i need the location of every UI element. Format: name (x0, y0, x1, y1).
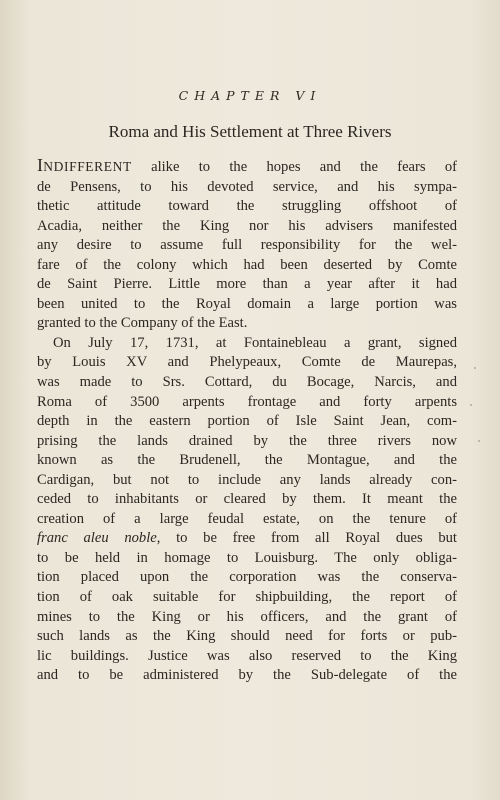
text-line: was made to Srs. Cottard, du Bocage, Narcis, and (37, 374, 457, 391)
line-text: , to be free from all Royal dues but (156, 530, 457, 547)
text-line: Roma of 3500 arpents frontage and forty arpents (37, 393, 457, 410)
text-line: de Saint Pierre. Little more than a year after it had (37, 276, 457, 293)
text-line: such lands as the King should need for forts or pub- (37, 628, 457, 645)
text-line: ceded to inhabitants or cleared by them. It meant the (37, 491, 457, 508)
text-line: Acadia, neither the King nor his advisers manifested (37, 217, 457, 234)
text-line: Cardigan, but not to include any lands already con- (37, 471, 457, 488)
paragraph-1-line-1 (37, 156, 457, 178)
text-line: by Louis XV and Phelypeaux, Comte de Maurepas, (37, 354, 457, 371)
text-line: prising the lands drained by the three rivers now (37, 432, 457, 449)
text-line: fare of the colony which had been deserted by Comte (37, 256, 457, 273)
text-line: creation of a large feudal estate, on the tenure of (37, 510, 457, 527)
text-line: thetic attitude toward the struggling offshoot of (37, 198, 457, 215)
text-line-with-italic (37, 529, 457, 549)
text-line: been united to the Royal domain a large portion was (37, 295, 457, 312)
text-line: known as the Brudenell, the Montague, and the (37, 452, 457, 469)
chapter-title: Roma and His Settlement at Three Rivers (108, 122, 392, 141)
text-line: and to be administered by the Sub-delegate of the (37, 667, 457, 684)
paper-speck (478, 440, 480, 442)
paper-speck (470, 404, 472, 406)
paper-speck (474, 367, 476, 369)
first-word-rest: NDIFFERENT (43, 159, 132, 174)
text-line: tion of oak suitable for shipbuilding, the report of (37, 589, 457, 606)
text-line: to be held in homage to Louisburg. The only obliga- (37, 549, 457, 566)
text-line: lic buildings. Justice was also reserved to the King (37, 647, 457, 664)
text-line: depth in the eastern portion of Isle Saint Jean, com- (37, 413, 457, 430)
text-line: mines to the King or his officers, and the grant of (37, 608, 457, 625)
line-text: alike to the hopes and the fears of (131, 159, 457, 175)
text-line: tion placed upon the corporation was the conserva- (37, 569, 457, 586)
body-text (37, 156, 457, 686)
text-line: On July 17, 1731, at Fontainebleau a grant, signed (53, 334, 457, 351)
text-line: granted to the Company of the East. (37, 315, 248, 332)
text-line: any desire to assume full responsibility for the wel- (37, 237, 457, 254)
chapter-heading: CHAPTER VI (178, 88, 322, 103)
italic-phrase: franc aleu noble (37, 530, 157, 547)
drop-cap: I (37, 155, 44, 175)
text-line: de Pensens, to his devoted service, and his sympa- (37, 178, 457, 195)
